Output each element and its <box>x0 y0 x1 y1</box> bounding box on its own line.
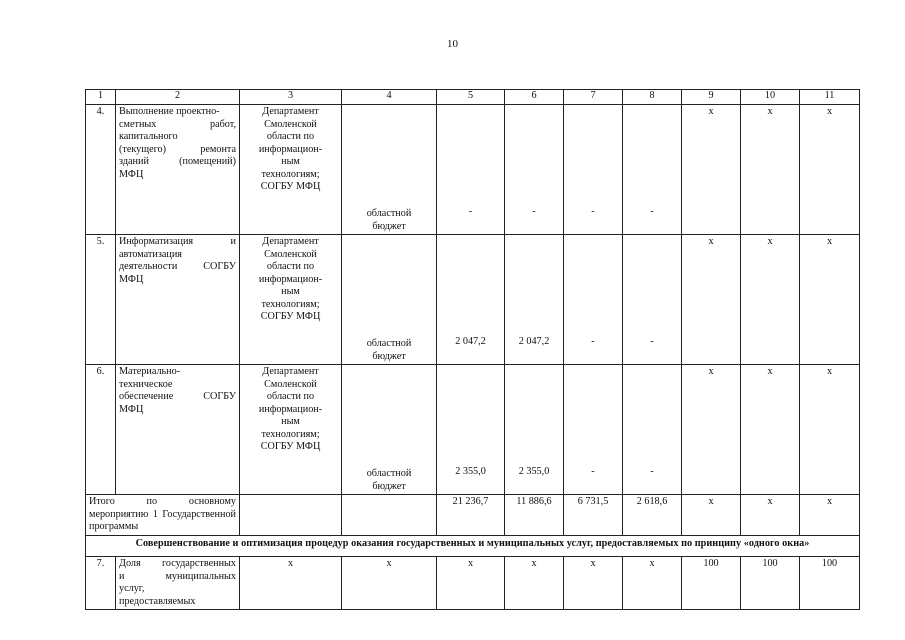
section-title: Совершенствование и оптимизация процедур оказания государственных и муниципальных услуг, предоставляемых по принципу «одного окна» <box>86 536 860 557</box>
x-mark-cell: х <box>800 365 860 495</box>
indicator-name <box>116 557 240 610</box>
x-mark-cell: х <box>564 557 623 610</box>
row-number: 6. <box>86 365 116 495</box>
activity-name-line: техническое <box>119 378 173 390</box>
table-row <box>86 105 860 235</box>
indicator-name-line: предоставляемых <box>119 595 196 607</box>
executor-line: области по <box>266 131 315 142</box>
value-cell: - <box>623 105 682 235</box>
funding-source-line: областной <box>366 338 412 349</box>
executor-line: Смоленской <box>264 118 317 130</box>
executor-line: СОГБУ МФЦ <box>260 181 321 192</box>
activity-name-line: (текущего) ремонта <box>119 143 236 155</box>
value-cell: - <box>623 235 682 365</box>
x-mark-cell: х <box>682 495 741 536</box>
executor-line: информацион- <box>258 403 323 415</box>
x-mark-cell: х <box>240 557 342 610</box>
executor-line: ным <box>281 416 300 427</box>
value-cell: - <box>623 365 682 495</box>
executor-line: Смоленской <box>264 248 317 260</box>
executor-line: области по <box>266 391 315 402</box>
activity-name-line: зданий (помещений) <box>119 156 236 167</box>
total-value: 6 731,5 <box>564 495 623 536</box>
executor <box>240 235 342 365</box>
table-row <box>86 557 860 610</box>
funding-source-line: бюджет <box>372 480 406 492</box>
value-cell: - <box>564 105 623 235</box>
executor-line: области по <box>266 261 315 272</box>
x-mark-cell: х <box>505 557 564 610</box>
activity-name-line: обеспечение СОГБУ <box>119 391 236 402</box>
table-row <box>86 365 860 495</box>
column-header: 7 <box>564 90 623 105</box>
column-header: 8 <box>623 90 682 105</box>
value-cell: 2 355,0 <box>437 365 505 495</box>
activity-name <box>116 105 240 235</box>
total-row <box>86 495 860 536</box>
value-cell: - <box>437 105 505 235</box>
value-cell: 100 <box>741 557 800 610</box>
executor-line: ным <box>281 156 300 167</box>
table-row <box>86 235 860 365</box>
column-header: 3 <box>240 90 342 105</box>
column-header: 11 <box>800 90 860 105</box>
empty-cell <box>240 495 342 536</box>
executor-line: информацион- <box>258 143 323 155</box>
value-cell: - <box>505 105 564 235</box>
activity-name-line: Материально- <box>119 366 181 377</box>
budget-table <box>85 89 860 610</box>
row-number: 5. <box>86 235 116 365</box>
activity-name-line: деятельности СОГБУ <box>119 261 236 272</box>
funding-source <box>342 105 437 235</box>
indicator-name-line: и муниципальных <box>119 570 236 582</box>
x-mark-cell: х <box>623 557 682 610</box>
value-cell: 2 355,0 <box>505 365 564 495</box>
x-mark-cell: х <box>741 235 800 365</box>
executor-line: СОГБУ МФЦ <box>260 441 321 452</box>
funding-source <box>342 235 437 365</box>
value-cell: 2 047,2 <box>505 235 564 365</box>
executor-line: Департамент <box>262 106 319 117</box>
executor-line: Департамент <box>262 236 319 247</box>
executor-line: Департамент <box>262 366 319 377</box>
x-mark-cell: х <box>682 105 741 235</box>
x-mark-cell: х <box>682 235 741 365</box>
x-mark-cell: х <box>800 495 860 536</box>
executor-line: технологиям; <box>261 298 320 310</box>
column-header: 10 <box>741 90 800 105</box>
total-value: 2 618,6 <box>623 495 682 536</box>
executor-line: Смоленской <box>264 378 317 390</box>
x-mark-cell: х <box>437 557 505 610</box>
value-cell: 100 <box>800 557 860 610</box>
value-cell: - <box>564 235 623 365</box>
row-number: 7. <box>86 557 116 610</box>
total-value: 11 886,6 <box>505 495 564 536</box>
value-cell: - <box>564 365 623 495</box>
column-header: 5 <box>437 90 505 105</box>
funding-source-line: областной <box>366 468 412 479</box>
section-heading-row <box>86 536 860 557</box>
activity-name-line: автоматизация <box>119 248 182 260</box>
column-number-row <box>86 90 860 105</box>
indicator-name-line: услуг, <box>119 583 145 594</box>
x-mark-cell: х <box>741 105 800 235</box>
indicator-name-line: Доля государственных <box>119 558 236 569</box>
executor <box>240 365 342 495</box>
empty-cell <box>342 495 437 536</box>
activity-name-line: МФЦ <box>119 168 144 180</box>
value-cell: 100 <box>682 557 741 610</box>
executor <box>240 105 342 235</box>
funding-source-line: бюджет <box>372 350 406 362</box>
total-label: Итого по основному мероприятию 1 Государственной программы <box>86 495 240 536</box>
executor-line: информацион- <box>258 273 323 285</box>
activity-name <box>116 365 240 495</box>
x-mark-cell: х <box>682 365 741 495</box>
page-number: 10 <box>447 38 458 50</box>
column-header: 6 <box>505 90 564 105</box>
activity-name <box>116 235 240 365</box>
activity-name-line: МФЦ <box>119 403 144 415</box>
funding-source <box>342 365 437 495</box>
activity-name-line: капитального <box>119 131 178 142</box>
activity-name-line: сметных работ, <box>119 118 236 130</box>
x-mark-cell: х <box>800 235 860 365</box>
column-header: 4 <box>342 90 437 105</box>
funding-source-line: областной <box>366 208 412 219</box>
row-number: 4. <box>86 105 116 235</box>
x-mark-cell: х <box>741 365 800 495</box>
executor-line: технологиям; <box>261 428 320 440</box>
executor-line: ным <box>281 286 300 297</box>
activity-name-line: МФЦ <box>119 273 144 285</box>
column-header: 1 <box>86 90 116 105</box>
activity-name-line: Выполнение проектно- <box>119 106 220 117</box>
executor-line: СОГБУ МФЦ <box>260 311 321 322</box>
executor-line: технологиям; <box>261 168 320 180</box>
x-mark-cell: х <box>342 557 437 610</box>
column-header: 9 <box>682 90 741 105</box>
activity-name-line: Информатизация и <box>119 236 236 247</box>
total-value: 21 236,7 <box>437 495 505 536</box>
funding-source-line: бюджет <box>372 220 406 232</box>
x-mark-cell: х <box>800 105 860 235</box>
column-header: 2 <box>116 90 240 105</box>
x-mark-cell: х <box>741 495 800 536</box>
value-cell: 2 047,2 <box>437 235 505 365</box>
